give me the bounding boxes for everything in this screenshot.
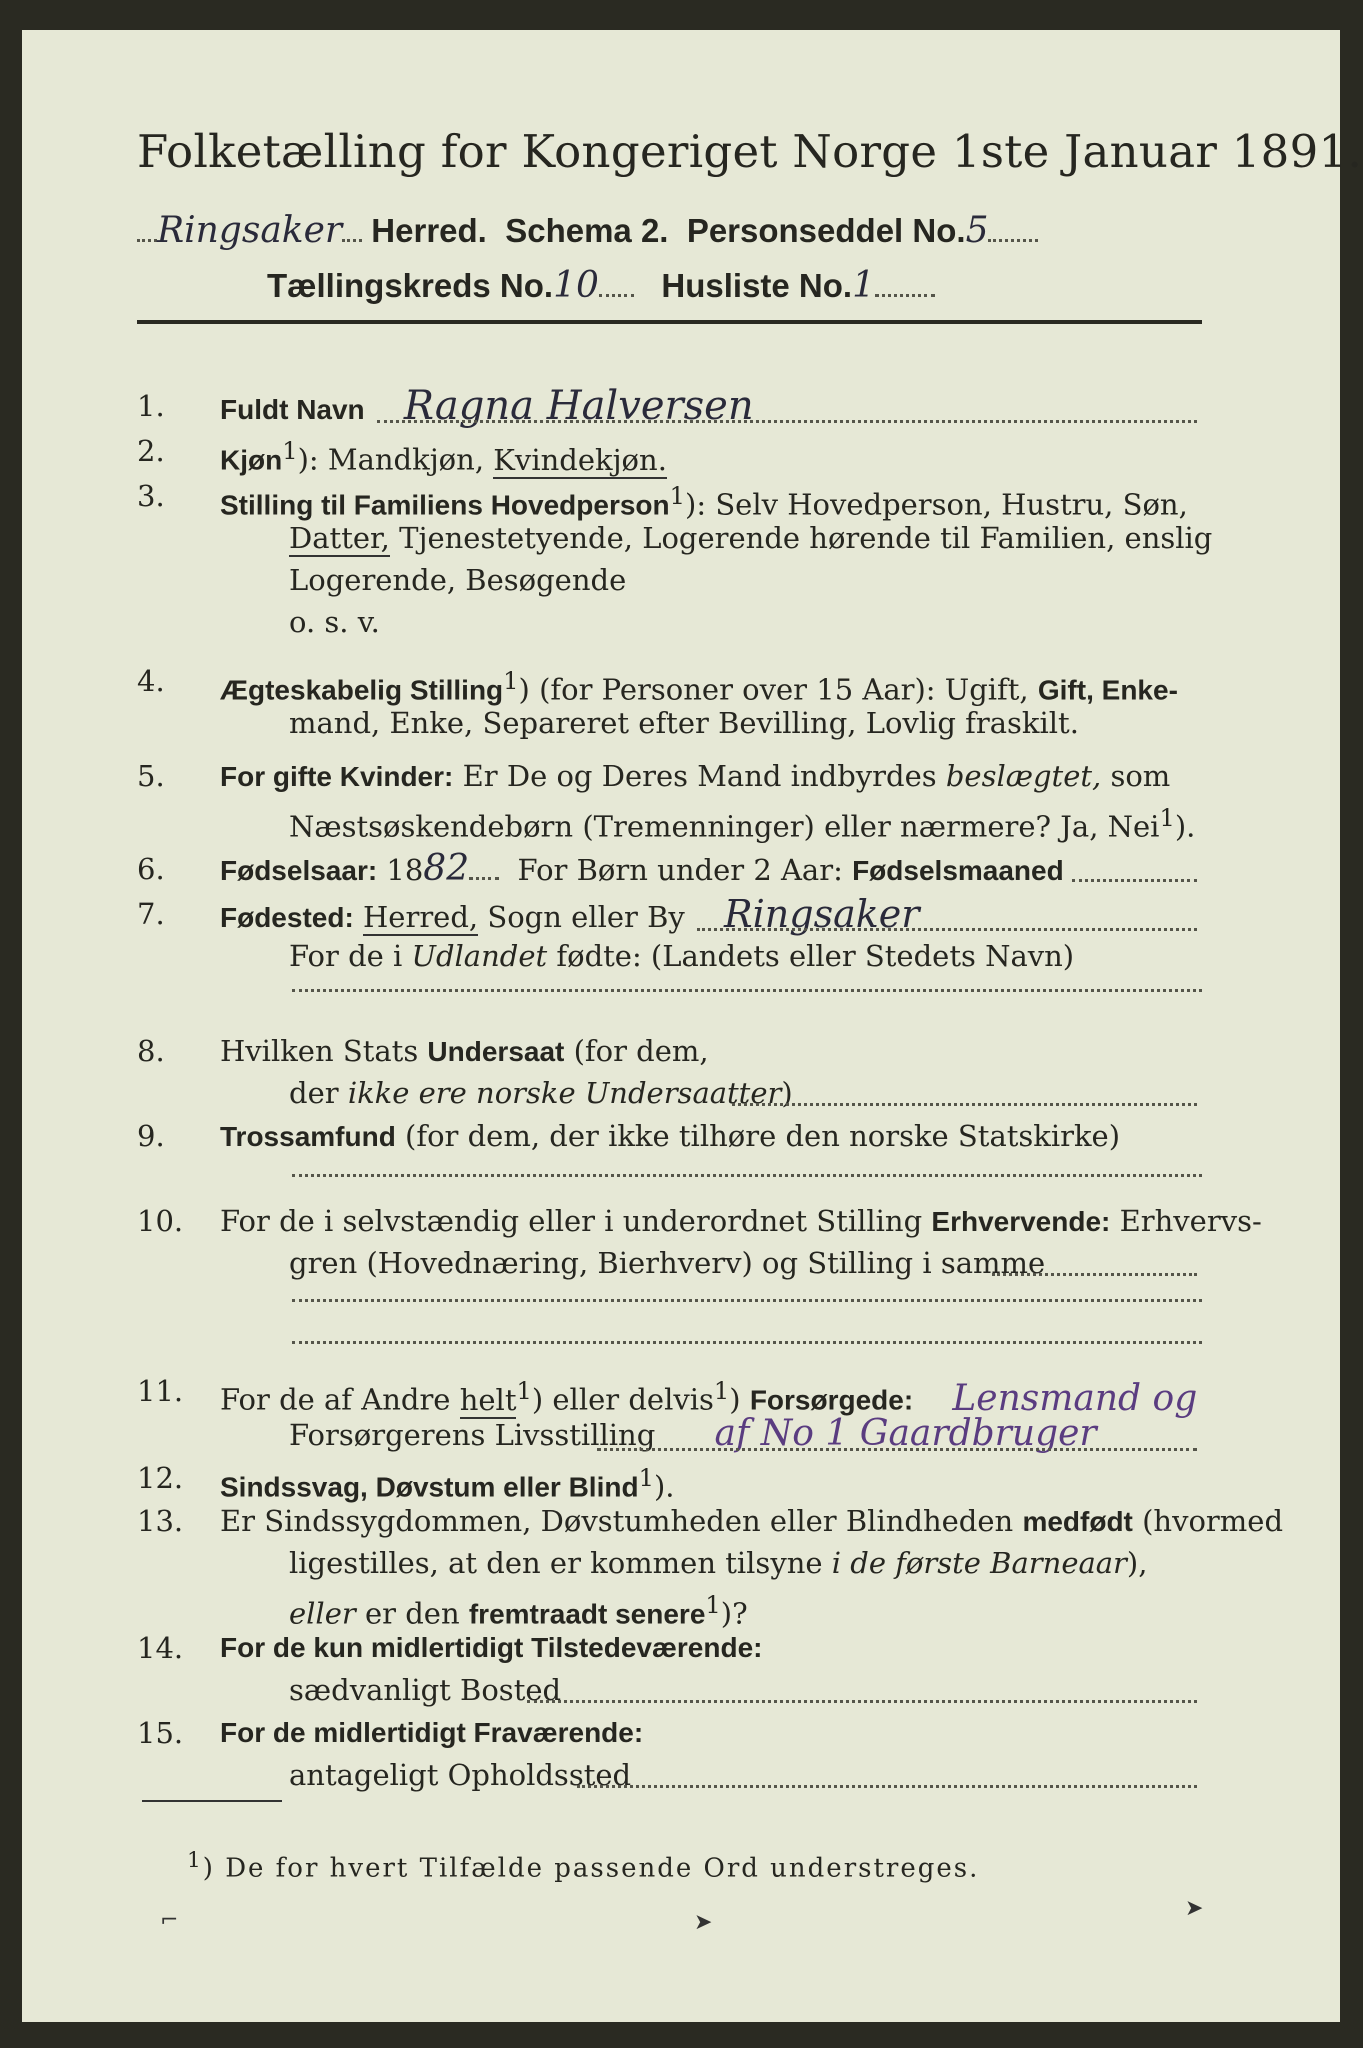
field-text: antageligt Opholdssted [289,1758,632,1792]
field-text: sædvanligt Bosted [289,1673,562,1707]
field-label: For de midlertidigt Fraværende: [220,1717,644,1748]
field-text: fødte: (Landets eller Stedets Navn) [547,939,1075,973]
dotted-fill [292,1298,1202,1302]
field-text: For Børn under 2 Aar: [517,853,853,887]
header-kreds-line [267,265,935,306]
field-text: ) eller delvis [531,1382,714,1417]
husliste-label: Husliste No. [661,267,853,304]
field-text: Sogn eller By [478,900,685,934]
field-label: Fødested: [220,902,354,933]
personseddel-label: Personseddel No. [686,212,966,249]
field-number: 11. [137,1374,184,1408]
field-text: Logerende, Besøgende [289,563,627,597]
field-text: mand, Enke, Separeret efter Bevilling, Lovlig fraskilt. [289,706,1079,740]
field-label: Trossamfund [220,1121,396,1152]
footnote-marker: 1 [187,1848,203,1873]
field-label: Erhvervende: [931,1206,1111,1237]
full-name-value: Ragna Halversen [403,383,754,429]
kreds-label: Tællingskreds No. [267,267,554,304]
field-number: 15. [137,1716,184,1750]
field-text: For de af Andre [220,1382,460,1417]
birthplace-herred-selected: Herred, [363,900,479,934]
footnote-ref: 1 [1159,804,1175,832]
dotted-fill [292,1340,1202,1344]
marital-gift: Gift, [1037,674,1094,706]
birth-year-value: 82 [423,848,470,889]
field-text: ). [1174,809,1196,844]
field-text: Næstsøskendebørn (Tremenninger) eller nærmere? Ja, Nei [289,809,1160,844]
field-label: gifte Kvinder: [272,761,454,792]
footnote-ref: 1 [638,1464,654,1492]
field-label: medfødt [1022,1506,1133,1537]
field-text: Tjenestetyende, Logerende hørende til Familien, enslig [389,521,1213,555]
footnote-text: ) De for hvert Tilfælde passende Ord understreges. [202,1853,980,1884]
field-text: ): Selv Hovedperson, Hustru, Søn, [685,487,1188,522]
dotted-fill [292,1173,1202,1177]
field-text: ikke ere norske Undersaatter [347,1076,782,1110]
herred-value: Ringsaker [157,210,343,251]
field-label: Fødselsmaaned [852,855,1064,886]
field-text: ) [729,1382,750,1417]
field-number: 7. [137,897,165,931]
field-text: som [1101,759,1171,793]
field-text: Er De og Deres Mand indbyrdes [453,759,946,793]
header-herred-line [137,210,1038,251]
position-selected: Datter, [289,521,390,555]
field-text: beslægtet, [945,759,1102,793]
field-label: Undersaat [427,1036,565,1067]
field-number: 2. [137,434,165,468]
field-text: (for dem, [564,1034,709,1068]
decorative-mark: ➤ [1185,1896,1204,1921]
header-divider [137,320,1202,324]
field-label: fremtraadt senere [468,1598,706,1630]
husliste-value: 1 [852,265,875,306]
footnote [187,1848,979,1884]
field-text: Forsørgerens Livsstilling [289,1418,656,1452]
supported-helt-selected: helt [459,1382,517,1417]
dotted-fill [732,1102,1197,1106]
dotted-fill [577,1784,1197,1788]
kreds-value: 10 [553,265,599,306]
field-number: 10. [137,1204,184,1238]
field-text: (hvormed [1132,1504,1284,1538]
form-title: Folketælling for Kongeriget Norge 1ste Januar 1891. [137,125,1363,178]
field-label: Kjøn [220,444,283,476]
birthplace-value: Ringsaker [724,892,920,936]
field-number: 9. [137,1119,165,1153]
dotted-fill [292,988,1202,992]
field-label: Stilling til Familiens Hovedperson [220,489,670,521]
dotted-fill [1072,878,1197,882]
herred-label: Herred. [371,212,487,249]
field-text: For de i selvstændig eller i underordnet Stilling [220,1204,932,1238]
field-text: ) (for Personer over 15 Aar): Ugift, [518,672,1038,707]
birth-year-prefix: 18 [386,853,424,887]
footnote-ref: 1 [705,1591,721,1619]
field-number: 3. [137,479,165,513]
field-text: ligestilles, at den er kommen tilsyne [289,1546,832,1580]
footnote-ref: 1 [713,1377,730,1405]
dotted-fill [597,1447,1197,1451]
footnote-divider [142,1800,282,1802]
footnote-ref: 1 [282,437,298,465]
field-label: Forsørgede: [749,1384,914,1416]
field-label: For [220,761,273,792]
field-number: 6. [137,852,165,886]
dotted-fill [992,1272,1197,1276]
field-text: (for dem, der ikke tilhøre den norske Statskirke) [395,1119,1121,1153]
field-text: ). [653,1469,675,1504]
footnote-ref: 1 [669,482,686,510]
decorative-mark: ⌐ [160,1908,179,1933]
footnote-ref: 1 [503,667,519,695]
field-label: Ægteskabelig Stilling [220,674,504,706]
schema-label: Schema 2. [505,212,669,249]
field-text: ), [1126,1546,1148,1580]
field-text: o. s. v. [289,605,380,639]
field-text: Erhvervs- [1110,1204,1262,1238]
field-number: 13. [137,1504,184,1538]
census-form-sheet [22,30,1363,2022]
field-text: )? [720,1596,748,1631]
field-number: 14. [137,1631,184,1665]
field-text: der [289,1076,348,1110]
field-number: 8. [137,1034,165,1068]
field-number: 4. [137,664,165,698]
field-label: Fødselsaar: [220,855,378,886]
supporter-value-line2: af No 1 Gaardbruger [714,1413,1097,1454]
field-text: i de første Barneaar [831,1546,1127,1580]
dotted-fill [697,927,1197,931]
field-label: Fuldt Navn [220,394,365,425]
marital-enke: Enke- [1093,674,1178,706]
field-text: eller [289,1596,356,1631]
field-text: Udlandet [411,939,548,973]
personseddel-value: 5 [965,210,989,251]
field-text: er den [355,1596,469,1631]
dotted-fill [527,1699,1197,1703]
field-text: gren (Hovednæring, Bierhverv) og Stilling i samme [289,1246,1046,1280]
field-number: 5. [137,759,165,793]
field-label: For de kun midlertidigt Tilstedeværende: [220,1632,763,1663]
field-text: For de i [289,939,412,973]
field-number: 12. [137,1461,184,1495]
decorative-mark: ➤ [694,1910,713,1935]
field-text: Er Sindssygdommen, Døvstumheden eller Blindheden [220,1504,1023,1538]
field-text: Hvilken Stats [220,1034,428,1068]
field-text: ) [781,1076,793,1110]
dotted-fill [377,419,1197,423]
field-number: 1. [137,389,165,423]
field-label: Sindssvag, Døvstum eller Blind [220,1471,639,1503]
gender-selected: Kvindekjøn. [493,442,667,477]
supporter-value-line1: Lensmand og [952,1377,1198,1419]
gender-options: ): Mandkjøn, [297,442,494,477]
footnote-ref: 1 [516,1377,532,1405]
